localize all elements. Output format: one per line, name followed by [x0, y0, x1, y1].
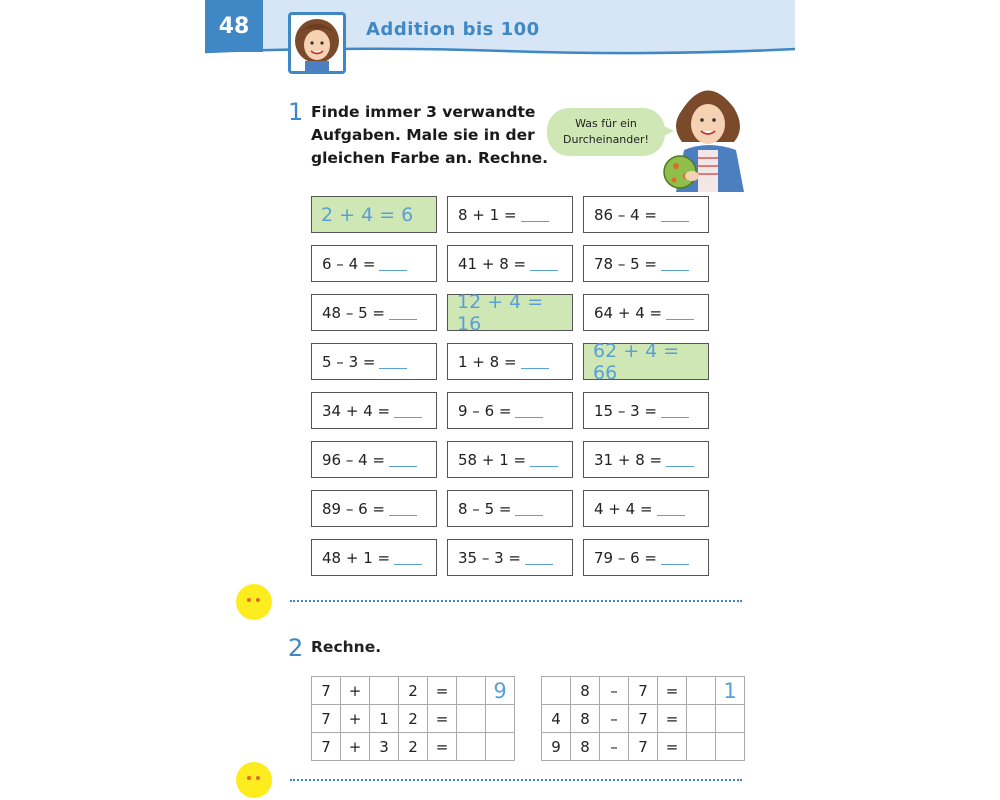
equation-cell[interactable]	[583, 441, 709, 478]
equation-cell[interactable]	[447, 245, 573, 282]
instruction-line: Aufgaben. Male sie in der	[311, 126, 535, 144]
grid-cell: –	[600, 677, 629, 705]
answer-blank[interactable]	[666, 453, 694, 467]
equation-cell[interactable]	[311, 294, 437, 331]
answer-blank[interactable]	[525, 551, 553, 565]
equation-text: 79 – 6 =	[594, 548, 658, 567]
smiley-icon	[236, 762, 272, 798]
grid-cell	[370, 677, 399, 705]
equation-text: 8 + 1 =	[458, 205, 517, 224]
grid-cell: 1	[370, 705, 399, 733]
equation-text: 9 – 6 =	[458, 401, 512, 420]
answer-blank[interactable]	[379, 355, 407, 369]
equation-cell[interactable]	[447, 343, 573, 380]
equation-text: 89 – 6 =	[322, 499, 386, 518]
equation-text: 58 + 1 =	[458, 450, 527, 469]
grid-row	[312, 733, 515, 761]
answer-blank[interactable]	[394, 551, 422, 565]
equation-cell[interactable]	[311, 343, 437, 380]
grid-cell: –	[600, 705, 629, 733]
grid-cell: =	[428, 677, 457, 705]
answer-box[interactable]	[716, 733, 745, 761]
answer-box[interactable]: 1	[716, 677, 745, 705]
page-number: 48	[205, 0, 263, 52]
answer-blank[interactable]	[515, 404, 543, 418]
smiley-icon	[236, 584, 272, 620]
avatar	[288, 12, 346, 74]
grid-cell: 7	[312, 705, 341, 733]
equation-text: 64 + 4 =	[594, 303, 663, 322]
answer-blank[interactable]	[389, 453, 417, 467]
equation-text: 62 + 4 = 66	[593, 339, 680, 384]
equation-text: 8 – 5 =	[458, 499, 512, 518]
instruction-line: gleichen Farbe an. Rechne.	[311, 149, 549, 167]
grid-cell: =	[658, 705, 687, 733]
equation-text: 34 + 4 =	[322, 401, 391, 420]
answer-blank[interactable]	[661, 257, 689, 271]
equation-cell[interactable]	[447, 196, 573, 233]
equation-text: 41 + 8 =	[458, 254, 527, 273]
grid-cell: 2	[399, 733, 428, 761]
grid-row	[542, 705, 745, 733]
grid-cell	[687, 677, 716, 705]
grid-cell: +	[341, 677, 370, 705]
grid-cell: =	[658, 733, 687, 761]
grid-cell: 4	[542, 705, 571, 733]
equation-text: 35 – 3 =	[458, 548, 522, 567]
equation-cell[interactable]	[311, 490, 437, 527]
equation-cell[interactable]	[447, 290, 573, 335]
answer-blank[interactable]	[661, 551, 689, 565]
equation-text: 4 + 4 =	[594, 499, 653, 518]
equation-cell[interactable]	[447, 441, 573, 478]
grid-row	[542, 733, 745, 761]
equation-cell[interactable]	[583, 245, 709, 282]
equation-text: 96 – 4 =	[322, 450, 386, 469]
task-2-left-grid	[311, 676, 515, 761]
equation-text: 12 + 4 = 16	[457, 290, 544, 335]
answer-blank[interactable]	[657, 502, 685, 516]
equation-text: 2 + 4 = 6	[321, 203, 414, 226]
grid-cell: =	[428, 733, 457, 761]
task-2-number: 2	[288, 634, 304, 662]
speech-bubble-line: Was für ein	[575, 117, 637, 130]
equation-cell[interactable]	[311, 441, 437, 478]
equation-cell[interactable]	[447, 392, 573, 429]
grid-row	[312, 677, 515, 705]
equation-text: 48 + 1 =	[322, 548, 391, 567]
answer-blank[interactable]	[661, 404, 689, 418]
grid-cell	[687, 733, 716, 761]
answer-blank[interactable]	[394, 404, 422, 418]
answer-blank[interactable]	[389, 306, 417, 320]
equation-cell[interactable]	[447, 539, 573, 576]
grid-cell: =	[428, 705, 457, 733]
equation-cell[interactable]	[583, 539, 709, 576]
instruction-line: Finde immer 3 verwandte	[311, 103, 536, 121]
equation-cell[interactable]	[311, 539, 437, 576]
answer-blank[interactable]	[521, 355, 549, 369]
grid-row	[542, 677, 745, 705]
grid-cell	[542, 677, 571, 705]
equation-text: 48 – 5 =	[322, 303, 386, 322]
grid-cell: 7	[629, 705, 658, 733]
grid-cell	[687, 705, 716, 733]
grid-cell	[457, 733, 486, 761]
grid-cell: 7	[312, 677, 341, 705]
grid-cell	[457, 677, 486, 705]
equation-text: 6 – 4 =	[322, 254, 376, 273]
equation-cell[interactable]	[311, 196, 437, 233]
page-title: Addition bis 100	[366, 19, 540, 40]
girl-portrait-icon	[291, 15, 343, 71]
grid-cell: 7	[629, 733, 658, 761]
grid-cell: 7	[312, 733, 341, 761]
equation-cell[interactable]	[311, 392, 437, 429]
equation-cell[interactable]	[447, 490, 573, 527]
answer-box[interactable]	[486, 705, 515, 733]
answer-blank[interactable]	[661, 208, 689, 222]
equation-cell[interactable]	[583, 196, 709, 233]
grid-cell: =	[658, 677, 687, 705]
grid-cell: 2	[399, 705, 428, 733]
answer-blank[interactable]	[521, 208, 549, 222]
task-2-instruction: Rechne.	[311, 638, 382, 656]
equation-text: 5 – 3 =	[322, 352, 376, 371]
equation-cell[interactable]	[583, 490, 709, 527]
grid-cell: +	[341, 733, 370, 761]
grid-cell: 8	[571, 705, 600, 733]
equation-cell[interactable]	[583, 392, 709, 429]
dotted-divider	[290, 600, 742, 602]
speech-bubble	[547, 108, 665, 156]
task-1-grid	[311, 196, 709, 576]
grid-cell: –	[600, 733, 629, 761]
answer-blank[interactable]	[530, 257, 558, 271]
task-1-instruction	[311, 101, 551, 170]
grid-cell: 2	[399, 677, 428, 705]
answer-blank[interactable]	[530, 453, 558, 467]
answer-box[interactable]	[716, 705, 745, 733]
grid-cell	[457, 705, 486, 733]
grid-cell: +	[341, 705, 370, 733]
equation-cell[interactable]	[311, 245, 437, 282]
grid-cell: 9	[542, 733, 571, 761]
dotted-divider	[290, 779, 742, 781]
equation-text: 15 – 3 =	[594, 401, 658, 420]
task-2-right-grid	[541, 676, 745, 761]
speech-bubble-line: Durcheinander!	[563, 133, 649, 146]
answer-blank[interactable]	[379, 257, 407, 271]
answer-blank[interactable]	[389, 502, 417, 516]
grid-row	[312, 705, 515, 733]
equation-cell[interactable]	[583, 294, 709, 331]
grid-cell: 3	[370, 733, 399, 761]
equation-cell[interactable]	[583, 339, 709, 384]
grid-cell: 8	[571, 677, 600, 705]
girl-with-ball-icon	[662, 80, 752, 192]
answer-box[interactable]: 9	[486, 677, 515, 705]
answer-box[interactable]	[486, 733, 515, 761]
grid-cell: 7	[629, 677, 658, 705]
equation-text: 31 + 8 =	[594, 450, 663, 469]
equation-text: 86 – 4 =	[594, 205, 658, 224]
grid-cell: 8	[571, 733, 600, 761]
equation-text: 1 + 8 =	[458, 352, 517, 371]
task-1-number: 1	[288, 98, 304, 126]
answer-blank[interactable]	[515, 502, 543, 516]
answer-blank[interactable]	[666, 306, 694, 320]
equation-text: 78 – 5 =	[594, 254, 658, 273]
